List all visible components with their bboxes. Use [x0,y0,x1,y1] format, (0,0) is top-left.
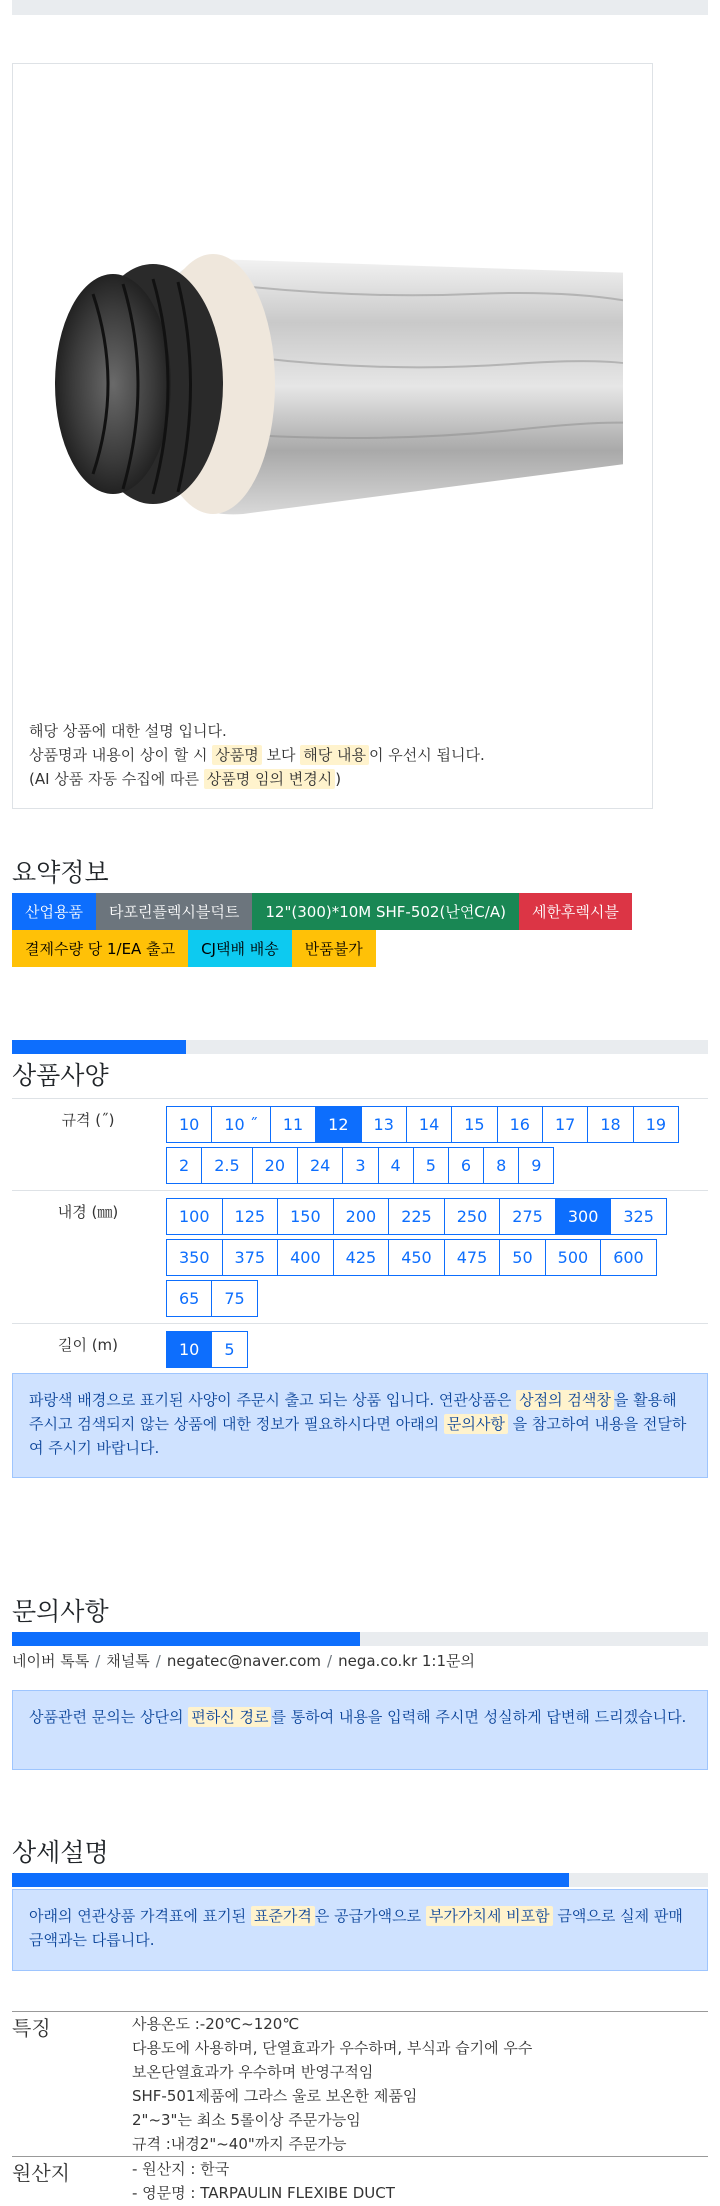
alert-text: 을 참고하여 내용을 전달하여 주시기 바랍니다. [29,1415,687,1457]
spec-option-button[interactable]: 15 [451,1106,497,1143]
summary-badge: 반품불가 [292,930,376,967]
spec-option-button[interactable]: 200 [333,1198,390,1235]
spec-option-button[interactable]: 250 [444,1198,501,1235]
spec-option-button[interactable]: 150 [277,1198,334,1235]
spec-option-button[interactable]: 6 [448,1147,484,1184]
origin-list [132,2157,395,2205]
spec-row [12,1191,708,1324]
summary-badge: 결제수량 당 1/EA 출고 [12,930,188,967]
spec-options-cell [164,1099,708,1191]
highlight-vat: 부가가치세 비포함 [426,1906,553,1926]
flexible-duct-image [53,204,623,544]
summary-badges [12,893,632,967]
highlight-content: 해당 내용 [300,745,369,765]
spec-option-button[interactable]: 65 [166,1280,212,1317]
spec-option-button[interactable]: 9 [518,1147,554,1184]
spec-option-line [166,1237,708,1278]
spec-option-button[interactable]: 300 [555,1198,612,1235]
spec-label: 내경 (㎜) [12,1191,164,1324]
spec-option-line [166,1329,708,1370]
spec-option-line [166,1104,708,1145]
spec-option-button[interactable]: 3 [342,1147,378,1184]
spec-title: 상품사양 [12,1061,109,1090]
link-separator: / [155,1652,161,1670]
highlight-inquiry: 문의사항 [444,1414,508,1434]
link-separator: / [95,1652,101,1670]
badge-row-1 [12,893,632,930]
inquiry-title: 문의사항 [12,1597,109,1626]
details-progress-fill [12,1873,569,1887]
highlight-standard-price: 표준가격 [251,1906,315,1926]
notice-text: (AI 상품 자동 수집에 따른 [29,770,204,788]
inquiry-link[interactable]: nega.co.kr 1:1문의 [338,1652,475,1670]
alert-text: 은 공급가액으로 [314,1907,426,1925]
features-label: 특징 [12,2016,51,2040]
spec-option-button[interactable]: 16 [497,1106,543,1143]
highlight-product-name: 상품명 [212,745,261,765]
spec-option-button[interactable]: 2 [166,1147,202,1184]
notice-line-3 [29,767,485,791]
spec-option-button[interactable]: 10 [166,1331,212,1368]
origin-row [12,2156,708,2206]
spec-option-button[interactable]: 375 [222,1239,279,1276]
detail-line: 규격 :내경2"~40"까지 주문가능 [132,2135,347,2153]
spec-option-button[interactable]: 325 [610,1198,667,1235]
spec-option-button[interactable]: 2.5 [201,1147,252,1184]
badge-row-2 [12,930,632,967]
summary-badge: 타포린플렉시블덕트 [96,893,252,930]
spec-option-button[interactable]: 11 [270,1106,316,1143]
summary-badge: CJ택배 배송 [188,930,292,967]
spec-option-button[interactable]: 4 [378,1147,414,1184]
detail-line: 2"~3"는 최소 5롤이상 주문가능임 [132,2111,361,2129]
details-alert [12,1889,708,1971]
summary-badge: 세한후렉시블 [519,893,632,930]
highlight-channel: 편하신 경로 [188,1707,271,1727]
spec-option-button[interactable]: 600 [600,1239,657,1276]
spec-option-button[interactable]: 8 [483,1147,519,1184]
notice-line-1: 해당 상품에 대한 설명 입니다. [29,722,227,740]
product-image-box [12,63,653,809]
detail-line: 사용온도 :-20℃~120℃ [132,2015,300,2033]
spec-option-button[interactable]: 450 [388,1239,445,1276]
spec-table [12,1098,708,1374]
spec-options-cell [164,1324,708,1375]
spec-option-line [166,1278,708,1319]
notice-line-2 [29,743,485,767]
spec-option-button[interactable]: 225 [388,1198,445,1235]
spec-option-button[interactable]: 14 [406,1106,452,1143]
detail-line: - 영문명 : TARPAULIN FLEXIBE DUCT [132,2184,395,2202]
spec-label: 길이 (m) [12,1324,164,1375]
product-notice [29,719,485,791]
inquiry-link[interactable]: negatec@naver.com [166,1652,322,1670]
spec-option-button[interactable]: 5 [413,1147,449,1184]
spec-option-button[interactable]: 20 [252,1147,298,1184]
spec-options-cell [164,1191,708,1324]
spec-option-button[interactable]: 125 [222,1198,279,1235]
detail-line: 다용도에 사용하며, 단열효과가 우수하며, 부식과 습기에 우수 [132,2039,533,2057]
spec-progress-fill [12,1040,186,1054]
spec-option-button[interactable]: 19 [633,1106,679,1143]
inquiry-progress-fill [12,1632,360,1646]
alert-text: 아래의 연관상품 가격표에 표기된 [29,1907,251,1925]
spec-option-button[interactable]: 24 [297,1147,343,1184]
spec-alert [12,1373,708,1478]
detail-line: - 원산지 : 한국 [132,2160,230,2178]
spec-option-button[interactable]: 17 [542,1106,588,1143]
spec-option-button[interactable]: 10 [166,1106,212,1143]
inquiry-link[interactable]: 채널톡 [106,1652,150,1670]
spec-option-button[interactable]: 75 [211,1280,257,1317]
spec-option-button[interactable]: 425 [333,1239,390,1276]
details-title: 상세설명 [12,1838,109,1867]
highlight-search: 상점의 검색창 [516,1390,614,1410]
spec-option-button[interactable]: 12 [315,1106,361,1143]
spec-option-line [166,1196,708,1237]
spec-progress-bar [12,1040,708,1054]
spec-option-button[interactable]: 18 [587,1106,633,1143]
detail-line: 보온단열효과가 우수하며 반영구적임 [132,2063,374,2081]
inquiry-links [12,1650,475,1671]
alert-text: 상품관련 문의는 상단의 [29,1708,189,1726]
alert-text: 을 활용해 주시고 검색되지 않는 상품에 대한 정보가 필요하시다면 아래의 [29,1391,677,1433]
inquiry-progress-bar [12,1632,708,1646]
highlight-rename: 상품명 임의 변경시 [204,769,335,789]
notice-text: 상품명과 내용이 상이 할 시 [29,746,213,764]
spec-option-button[interactable]: 275 [499,1198,556,1235]
notice-text: ) [335,770,342,788]
spec-option-button[interactable]: 10 ˝ [211,1106,270,1143]
inquiry-alert [12,1690,708,1770]
spec-row [12,1324,708,1375]
spec-label: 규격 (˝) [12,1099,164,1191]
summary-badge: 산업용품 [12,893,96,930]
top-bar [12,0,708,15]
alert-text: 금액으로 실제 판매금액과는 다릅니다. [29,1907,683,1949]
spec-option-button[interactable]: 350 [166,1239,223,1276]
spec-option-button[interactable]: 50 [499,1239,545,1276]
detail-line: SHF-501제품에 그라스 울로 보온한 제품임 [132,2087,418,2105]
origin-label: 원산지 [12,2161,70,2185]
alert-text: 를 통하여 내용을 입력해 주시면 성실하게 답변해 드리겠습니다. [271,1708,687,1726]
spec-option-button[interactable]: 475 [444,1239,501,1276]
details-progress-bar [12,1873,708,1887]
inquiry-link[interactable]: 네이버 톡톡 [12,1652,90,1670]
summary-badge: 12"(300)*10M SHF-502(난연C/A) [252,893,519,930]
alert-text: 파랑색 배경으로 표기된 사양이 주문시 출고 되는 상품 입니다. 연관상품은 [29,1391,517,1409]
summary-title: 요약정보 [12,858,109,887]
features-list [132,2012,532,2156]
link-separator: / [327,1652,333,1670]
spec-option-button[interactable]: 5 [211,1331,247,1368]
spec-option-button[interactable]: 13 [361,1106,407,1143]
notice-text: 이 우선시 됩니다. [368,746,485,764]
spec-option-line [166,1145,708,1186]
spec-option-button[interactable]: 100 [166,1198,223,1235]
features-row [12,2011,708,2156]
spec-option-button[interactable]: 500 [545,1239,602,1276]
spec-option-button[interactable]: 400 [277,1239,334,1276]
notice-text: 보다 [261,746,301,764]
spec-row [12,1099,708,1191]
